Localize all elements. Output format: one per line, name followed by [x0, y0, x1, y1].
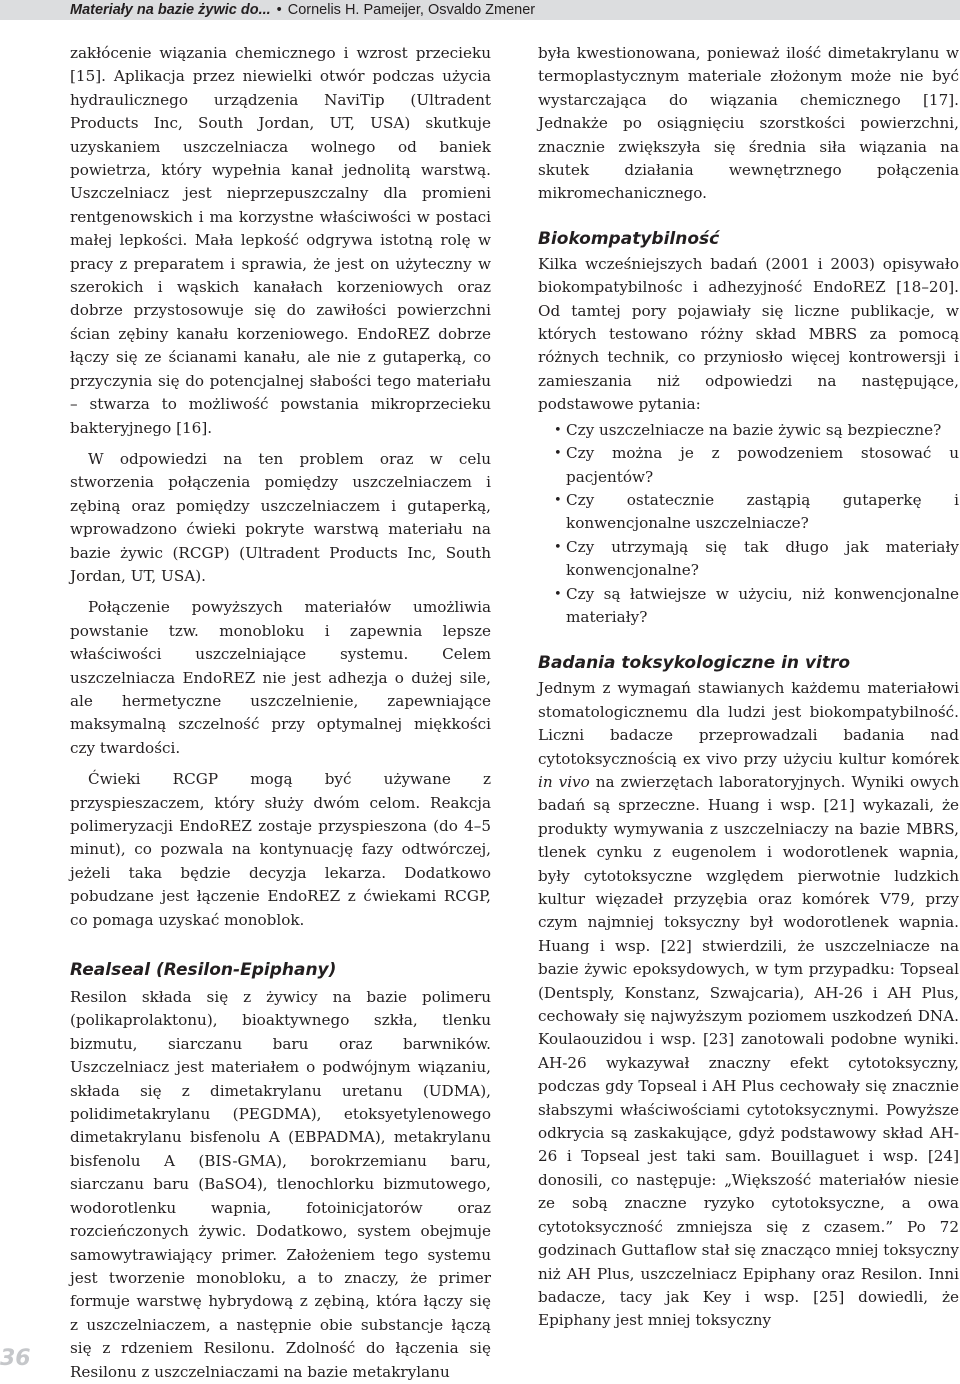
journal-section-title: Materiały na bazie żywic do... — [70, 2, 271, 18]
list-item — [538, 583, 959, 630]
paragraph: Resilon składa się z żywicy na bazie polimeru (polikaprolaktonu), bioaktywnego szkła, tlenku bizmutu, siarczanu baru oraz barwników. Uszczelniacz jest materiałem o podwójnym wiązaniu, składa się z dimetakrylanu uretanu (UDMA), polidimetakrylanu (PEGDMA), etoksyetylenowego dimetakrylanu bisfenolu A (EBPADMA), metakrylanu bisfenolu A (BIS-GMA), borokrzemianu baru, siarczanu baru (BaSO4), tlenochlorku bizmutowego, wodorotlenku wapnia, fotoinicjatorów oraz rozcieńczonych żywic. Dodatkowo, system obejmuje samowytrawiający primer. Założeniem tego systemu jest tworzenie monobloku, a to znaczy, że primer formuje warstwę hybrydową z zębiną, która łączy się z uszczelniaczem, a następnie obie substancje łączą się z rdzeniem Resilonu. Zdolność do łączenia się Resilonu z uszczelniaczami na bazie metakrylanu — [70, 988, 491, 1381]
question-list — [538, 419, 959, 630]
paragraph: Kilka wcześniejszych badań (2001 i 2003) opisywało biokompatybilnośc i adhezyjność EndoREZ [18–20]. Od tamtej pory pojawiały się liczne publikacje, w których testowano różny skład MBRS za pomocą różnych technik, co przyniosło więcej kontrowersji i zamieszania niż odpowiedzi na następujące, podstawowe pytania: — [538, 254, 959, 414]
section-heading-realseal: Realseal (Resilon-Epiphany) — [70, 960, 337, 981]
paragraph-text: na zwierzętach laboratoryjnych. Wyniki owych badań są sprzeczne. Huang i wsp. [21] wykazali, że produkty wymywania z uszczelniaczy na bazie MBRS, tlenek cynku z eugenolem i wodorotlenek wapnia, były cytotoksyczne względem pierwotnie ludzkich kultur więzadeł przyzębia oraz komórek V79, przy czym najmniej toksyczny był wodorotlenek wapnia. Huang i wsp. [22] stwierdzili, że uszczelniacze na bazie żywic epoksydowych, w tym przypadku: Topseal (Dentsply, Konstanz, Szwajcaria), AH-26 i AH Plus, cechowały się najwyższym poziomem uszkodzeń DNA. Koulaouzidou i wsp. [23] zanotowali podobne wyniki. AH-26 wykazywał znaczny efekt cytotoksyczny, podczas gdy Topseal i AH Plus cechowały się znacznie słabszymi właściwościami cytotoksycznymi. Powyższe odkrycia są zaskakujące, gdyż podstawowy skład AH-26 i Topseal jest taki sam. Bouillaguet i wsp. [24] donosili, co następuje: „Większość materiałów niesie ze sobą znaczne ryzyko cytotoksyczne, a owa cytotoksyczność zmniejsza się z czasem.” Po 72 godzinach Guttaflow stał się znacząco mniej toksyczny niż AH Plus, uszczelniacz Epiphany oraz Resilon. Inni badacze, tacy jak Key i wsp. [25] dowiedli, że Epiphany jest mniej toksyczny — [538, 772, 959, 1330]
paragraph: Połączenie powyższych materiałów umożliwia powstanie tzw. monobloku i zapewnia lepsze właściwości uszczelniające systemu. Celem uszczelniacza EndoREZ nie jest adhezja o dużej sile, ale hermetyczne uszczelnienie, zapewniające maksymalną szczelność przy optymalnej miękkości czy twardości. — [70, 598, 491, 757]
bullet-icon: • — [554, 586, 562, 602]
paragraph: była kwestionowana, ponieważ ilość dimetakrylanu w termoplastycznym materiale złożonym może nie być wystarczająca do wiązania chemicznego [17]. Jednakże po osiągnięciu szorstkości powierzchni, znacznie zwiększyła się średnia siła wiązania na skutek działania wewnętrznego połączenia mikromechanicznego. — [538, 44, 959, 203]
list-item-text: Czy ostatecznie zastąpią gutaperkę i konwencjonalne uszczelniacze? — [566, 490, 959, 533]
list-item-text: Czy utrzymają się tak długo jak materiały konwencjonalne? — [566, 537, 959, 580]
header-bullet: • — [276, 2, 282, 18]
list-item-text: Czy są łatwiejsze w użyciu, niż konwencjonalne materiały? — [566, 584, 959, 626]
list-item — [538, 442, 959, 489]
paragraph: W odpowiedzi na ten problem oraz w celu stworzenia połączenia pomiędzy uszczelniaczem i zębiną oraz pomiędzy uszczelniaczem i gutaperką, wprowadzono ćwieki pokryte warstwą materiału na bazie żywic (RCGP) (Ultradent Products Inc, South Jordan, UT, USA). — [70, 449, 491, 585]
bullet-icon: • — [554, 422, 562, 438]
bullet-icon: • — [554, 446, 562, 462]
running-header — [0, 0, 960, 20]
bullet-icon: • — [554, 539, 562, 555]
list-item — [538, 419, 959, 442]
list-item-text: Czy można je z powodzeniem stosować u pacjentów? — [566, 444, 959, 486]
italic-term: in vivo — [538, 772, 590, 791]
paragraph: Ćwieki RCGP mogą być używane z przyspieszaczem, który służy dwóm celom. Reakcja polimeryzacji EndoREZ zostaje przyspieszona (do 4–5 minut), co pozwala na kontynuację fazy odtwórczej, jeżeli taka będzie decyzja lekarza. Dodatkowo pobudzane jest łączenie EndoREZ z ćwiekami RCGP, co pomaga uzyskać monoblok. — [70, 770, 491, 929]
left-column — [70, 42, 491, 1384]
list-item — [538, 489, 959, 536]
list-item — [538, 536, 959, 583]
paragraph: zakłócenie wiązania chemicznego i wzrost przecieku [15]. Aplikacja przez niewielki otwór podczas użycia hydraulicznego urządzenia NaviTip (Ultradent Products Inc, South Jordan, UT, USA) skutkuje uzyskaniem uszczelniacza wolnego od baniek powietrza, który wypełnia kanał jednolitą warstwą. Uszczelniacz jest nieprzepuszczalny dla promieni rentgenowskich i ma korzystne właściwości w postaci małej lepkości. Mała lepkość odgrywa istotną rolę w pracy z preparatem i sprawia, że jest on użyteczny w szerokich i wąskich kanałach korzeniowych oraz dobrze przystosowuje się do zawiłości powierzchni ścian zębiny kanału korzeniowego. EndoREZ dobrze łączy się ze ścianami kanału, ale nie z gutaperką, co przyczynia się do potencjalnej słabości tego materiału – stwarza to możliwość powstania mikroprzecieku bakteryjnego [16]. — [70, 44, 491, 437]
list-item-text: Czy uszczelniacze na bazie żywic są bezpieczne? — [566, 420, 942, 439]
running-header-text — [70, 0, 535, 20]
page-number: 36 — [0, 1346, 31, 1371]
right-column — [538, 42, 959, 1333]
section-heading-biocompatibility: Biokompatybilność — [538, 228, 720, 249]
paragraph — [538, 677, 959, 1332]
bullet-icon: • — [554, 492, 562, 508]
header-authors: Cornelis H. Pameijer, Osvaldo Zmener — [287, 2, 536, 18]
section-heading-toxicology: Badania toksykologiczne in vitro — [538, 653, 851, 674]
paragraph-text: Jednym z wymagań stawianych każdemu materiałowi stomatologicznemu dla ludzi jest biokompatybilność. Liczni badacze przeprowadzali badania nad cytotoksycznością ex vivo przy użyciu kultur komórek — [538, 679, 959, 768]
